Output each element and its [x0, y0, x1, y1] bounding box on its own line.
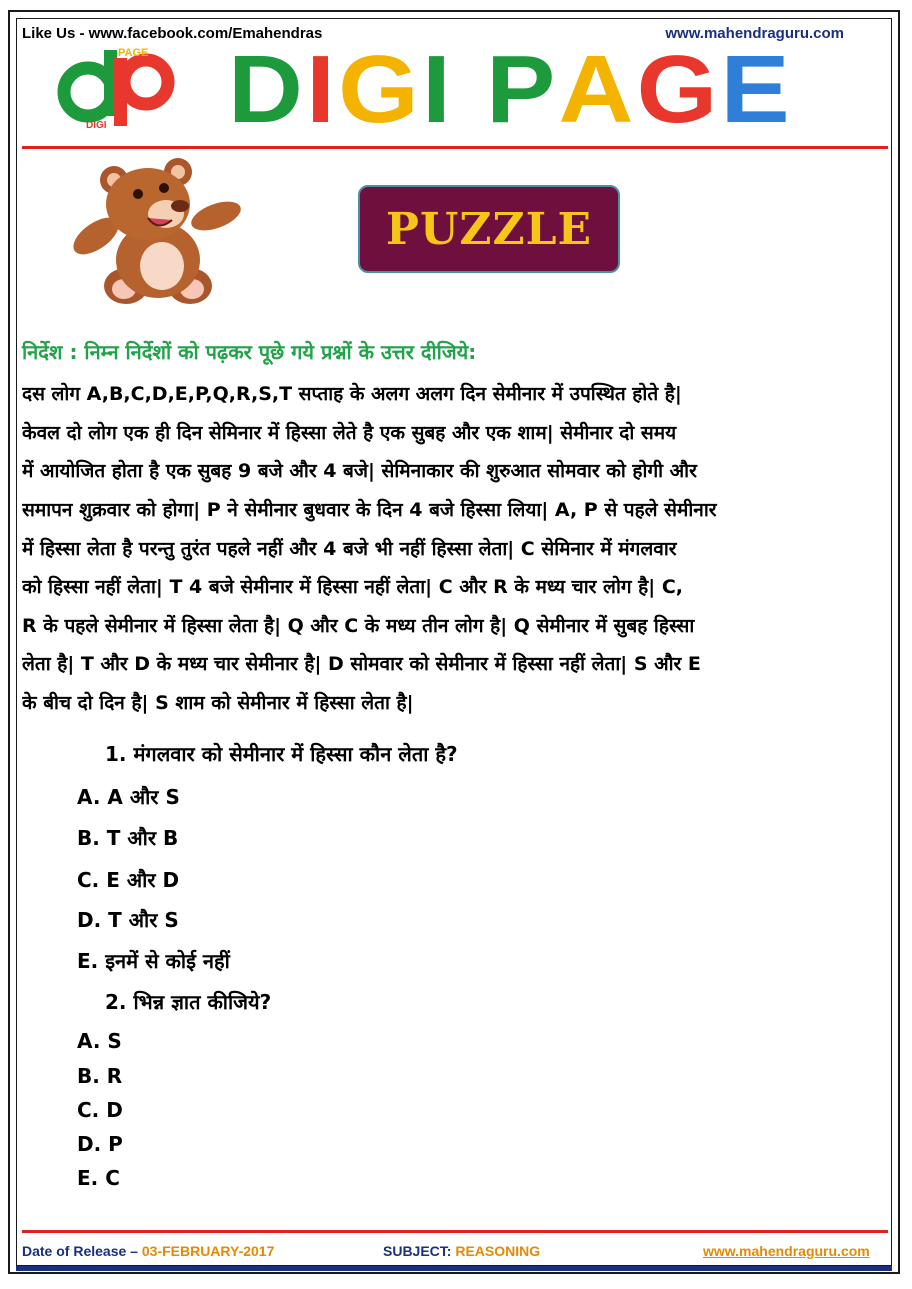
question-2: 2. भिन्न ज्ञात कीजिये? — [105, 990, 272, 1014]
title-letter: G — [338, 36, 423, 143]
digi-page-title — [228, 35, 793, 145]
paragraph-line: को हिस्सा नहीं लेता| T 4 बजे सेमीनार में हिस्सा नहीं लेता| C और R के मध्य चार लोग है| C, — [22, 576, 683, 598]
paragraph-line: केवल दो लोग एक ही दिन सेमिनार में हिस्सा लेते है एक सुबह और एक शाम| सेमीनार दो समय — [22, 422, 677, 444]
puzzle-banner — [358, 185, 620, 273]
paragraph-line: लेता है| T और D के मध्य चार सेमीनार है| D सोमवार को सेमीनार में हिस्सा नहीं लेता| S और E — [22, 653, 701, 675]
title-letter: E — [720, 36, 793, 143]
logo-text-digi: DIGI — [86, 120, 107, 130]
question-1: 1. मंगलवार को सेमीनार में हिस्सा कौन लेता है? — [105, 742, 458, 766]
question-1-option-a: A. A और S — [77, 785, 180, 809]
paragraph-line: R के पहले सेमीनार में हिस्सा लेता है| Q और C के मध्य तीन लोग है| Q सेमीनार में सुबह हिस्सा — [22, 615, 695, 637]
website-link-bottom[interactable]: www.mahendraguru.com — [703, 1243, 870, 1259]
question-1-option-c: C. E और D — [77, 868, 180, 892]
release-date-value: 03-FEBRUARY-2017 — [141, 1243, 275, 1259]
title-letter: I — [306, 36, 339, 143]
question-2-option-b: B. R — [77, 1064, 123, 1088]
footer-divider — [22, 1230, 888, 1233]
title-letter: G — [636, 36, 721, 143]
release-date-label: Date of Release – — [22, 1243, 142, 1259]
question-2-option-e: E. C — [77, 1166, 120, 1190]
title-letter: I — [422, 36, 455, 143]
paragraph-line: दस लोग A,B,C,D,E,P,Q,R,S,T सप्ताह के अलग अलग दिन सेमीनार में उपस्थित होते है| — [22, 383, 682, 405]
paragraph-line: में आयोजित होता है एक सुबह 9 बजे और 4 बजे| सेमिनाकार की शुरुआत सोमवार को होगी और — [22, 460, 697, 482]
footer-bar — [16, 1266, 892, 1271]
title-letter: A — [558, 36, 637, 143]
paragraph-line: में हिस्सा लेता है परन्तु तुरंत पहले नहीं और 4 बजे भी नहीं हिस्सा लेता| C सेमिनार में मंगलवार — [22, 538, 677, 560]
question-2-option-d: D. P — [77, 1132, 123, 1156]
subject-value: REASONING — [455, 1243, 541, 1259]
question-1-option-b: B. T और B — [77, 826, 179, 850]
subject — [383, 1243, 540, 1259]
question-1-option-d: D. T और S — [77, 908, 179, 932]
title-letter: D — [228, 36, 307, 143]
paragraph-line: समापन शुक्रवार को होगा| P ने सेमीनार बुधवार के दिन 4 बजे हिस्सा लिया| A, P से पहले सेमीनार — [22, 499, 717, 521]
website-link-top[interactable]: www.mahendraguru.com — [665, 25, 844, 42]
facebook-link[interactable]: Like Us - www.facebook.com/Emahendras — [22, 25, 323, 42]
title-letter — [454, 35, 486, 145]
subject-label: SUBJECT: — [383, 1243, 456, 1259]
logo-text-page: PAGE — [118, 47, 149, 59]
puzzle-banner-label: PUZZLE — [385, 203, 593, 255]
release-date — [22, 1243, 274, 1259]
header-divider — [22, 146, 888, 149]
teddy-bear-image — [66, 156, 246, 308]
question-2-option-a: A. S — [77, 1029, 122, 1053]
paragraph-line: के बीच दो दिन है| S शाम को सेमीनार में हिस्सा लेता है| — [22, 692, 414, 714]
title-letter: P — [486, 36, 559, 143]
question-2-option-c: C. D — [77, 1098, 123, 1122]
question-1-option-e: E. इनमें से कोई नहीं — [77, 949, 230, 973]
directions-heading: निर्देश : निम्न निर्देशों को पढ़कर पूछे गये प्रश्नों के उत्तर दीजिये: — [22, 340, 477, 364]
digi-page-logo — [52, 44, 180, 130]
